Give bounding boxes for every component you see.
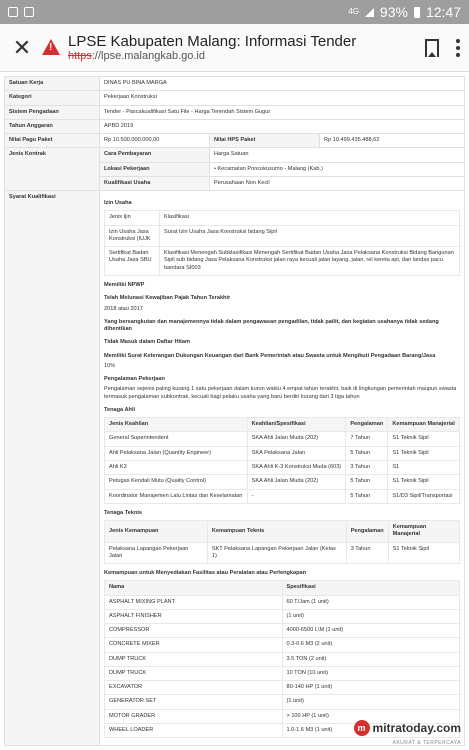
table-cell: Koordinator Manajemen Lalu Lintas dan Keselamatan xyxy=(105,489,248,503)
tender-info xyxy=(0,72,469,746)
izin-value: Surat Izin Usaha Jasa Konstruksi bidang Sipil xyxy=(160,225,460,247)
watermark-mark: m xyxy=(354,720,370,736)
ahli-title: Tenaga Ahli xyxy=(104,406,136,413)
url-host: ://lpse.malangkab.go.id xyxy=(91,50,205,62)
bank-value: 10% xyxy=(104,362,116,369)
table-cell: COMPRESSOR xyxy=(105,624,283,638)
teknis-table xyxy=(104,520,460,564)
table-cell: - xyxy=(247,489,346,503)
table-row xyxy=(5,134,465,148)
table-cell: 3 Tahun xyxy=(346,460,388,474)
izin-title: Izin Usaha xyxy=(104,200,132,207)
table-row xyxy=(105,446,460,460)
izin-value: Klasifikasi Menengah Subklasifikasi Menengah Sertifikat Badan Usaha Jasa Pelaksana Konstruksi Bidang Bangunan Sipil sub bidang Jasa Pelaksana Konstruksi jalan raya kecuali jalan layang, jalan, rel kereta api, dan landas pacu bandara SI003 xyxy=(160,247,460,276)
table-cell: 10 TON (10 unit) xyxy=(282,666,460,680)
table-cell: (1 unit) xyxy=(282,609,460,623)
pagu-label: Nilai Pagu Paket xyxy=(5,134,100,148)
table-row xyxy=(5,105,465,119)
column-header: Kemampuan Teknis xyxy=(207,521,346,543)
column-header: Pengalaman xyxy=(346,521,388,543)
table-header xyxy=(105,521,460,543)
table-cell: S1 Teknik Sipil xyxy=(388,542,459,564)
hps-value: Rp 10.499.435.488,62 xyxy=(320,134,465,148)
table-row xyxy=(105,225,460,247)
bookmark-icon[interactable] xyxy=(425,39,439,57)
table-cell: ASPHALT MIXING PLANT xyxy=(105,595,283,609)
cara-value: Harga Satuan xyxy=(210,148,465,162)
row-value: Pekerjaan Konstruksi xyxy=(100,91,465,105)
izin-key: Izin Usaha Jasa Konstruksi (IUJK xyxy=(105,225,160,247)
table-cell: S1 Teknik Sipil xyxy=(388,432,460,446)
kontrak-label: Jenis Kontrak xyxy=(5,148,100,191)
notification-icon xyxy=(8,7,18,17)
pengalaman-value: Pengalaman sejenis paling kurang 1 satu pekerjaan dalam kurun waktu 4 empat tahun terakhir, baik di lingkungan pemerintah maupun swasta termasuk pengalaman subkontrak, kecuali bagi pelaku usaha yang baru berdiri kurang dari 3 tiga tahun xyxy=(104,386,457,400)
row-label: Kategori xyxy=(5,91,100,105)
table-cell: SKA Ahli Jalan Muda (202) xyxy=(247,475,346,489)
table-cell: Ahli Pelaksana Jalan (Quantity Engineer) xyxy=(105,446,248,460)
table-row xyxy=(105,652,460,666)
watermark-text: mitratoday.com xyxy=(372,721,461,735)
table-cell: 3.5 TON (2 unit) xyxy=(282,652,460,666)
row-label: Satuan Kerja xyxy=(5,77,100,91)
table-row xyxy=(5,191,465,746)
izin-key: Jenis Ijin xyxy=(105,211,160,225)
alat-title: Kemampuan untuk Menyediakan Fasilitas atau Peralatan atau Perlengkapan xyxy=(104,570,307,577)
lokasi-value: • Kecamatan Poncokusumo - Malang (Kab.) xyxy=(214,166,323,172)
syarat-label: Syarat Kualifikasi xyxy=(5,191,100,746)
table-cell: Ahli K3 xyxy=(105,460,248,474)
table-cell: 5 Tahun xyxy=(346,475,388,489)
table-cell: SKA Ahli Jalan Muda (202) xyxy=(247,432,346,446)
table-cell: > 100 HP (1 unit) xyxy=(282,709,460,723)
izin-table xyxy=(104,210,460,276)
table-cell: S1 xyxy=(388,460,460,474)
table-cell: DUMP TRUCK xyxy=(105,652,283,666)
table-cell: MOTOR GRADER xyxy=(105,709,283,723)
table-cell: GENERATOR SET xyxy=(105,695,283,709)
browser-toolbar xyxy=(0,24,469,72)
table-cell: EXCAVATOR xyxy=(105,681,283,695)
table-row xyxy=(5,91,465,105)
table-cell: SKA Ahli K-3 Konstruksi Muda (603) xyxy=(247,460,346,474)
watermark-tagline: AKURAT & TERPERCAYA xyxy=(392,740,461,746)
cara-label: Cara Pembayaran xyxy=(100,148,210,162)
bank-title: Memiliki Surat Keterangan Dukungan Keuangan dari Bank Pemerintah atau Swasta untuk Mengikuti Pengadaan Barang/Jasa xyxy=(104,352,436,359)
battery-icon xyxy=(414,7,420,18)
tender-table xyxy=(4,76,465,746)
column-header: Kemampuan Manajerial xyxy=(388,418,460,432)
syarat-body xyxy=(100,191,465,746)
url xyxy=(68,50,409,62)
table-cell: 60 T/Jam (1 unit) xyxy=(282,595,460,609)
gallery-icon xyxy=(24,7,34,17)
table-cell: General Superintendent xyxy=(105,432,248,446)
izin-value: Klasifikasi xyxy=(160,211,460,225)
table-header xyxy=(105,581,460,595)
table-row xyxy=(5,148,465,162)
row-value: APBD 2019 xyxy=(100,119,465,133)
row-value: Tender - Pascakualifikasi Satu File - Harga Terendah Sistem Gugur xyxy=(100,105,465,119)
hps-label: Nilai HPS Paket xyxy=(210,134,320,148)
table-cell: Pelaksana Lapangan Pekerjaan Jalan xyxy=(105,542,208,564)
izin-key: Sertifikat Badan Usaha Jasa SBU xyxy=(105,247,160,276)
table-cell: 0.3-0.6 M3 (2 unit) xyxy=(282,638,460,652)
table-cell: SKA Pelaksana Jalan xyxy=(247,446,346,460)
battery-percent: 93% xyxy=(379,4,408,20)
watermark-logo xyxy=(354,720,461,736)
table-cell: 3 Tahun xyxy=(346,542,388,564)
more-menu-icon[interactable] xyxy=(455,39,461,57)
url-scheme: https xyxy=(68,50,92,62)
clock: 12:47 xyxy=(425,4,461,20)
table-row xyxy=(105,489,460,503)
table-row xyxy=(105,460,460,474)
pagu-value: Rp 10.500.000.000,00 xyxy=(100,134,210,148)
kual-value: Perusahaan Non Kecil xyxy=(210,176,465,190)
column-header: Keahlian/Spesifikasi xyxy=(247,418,346,432)
table-cell: DUMP TRUCK xyxy=(105,666,283,680)
daftar-hitam: Tidak Masuk dalam Daftar Hitam xyxy=(104,339,191,346)
table-row xyxy=(105,542,460,564)
column-header: Jenis Kemampuan xyxy=(105,521,208,543)
row-label: Sistem Pengadaan xyxy=(5,105,100,119)
table-cell: WHEEL LOADER xyxy=(105,724,283,738)
page-title: LPSE Kabupaten Malang: Informasi Tender xyxy=(68,33,357,50)
lokasi-label: Lokasi Pekerjaan xyxy=(100,162,210,176)
table-header xyxy=(105,418,460,432)
kual-label: Kualifikasi Usaha xyxy=(100,176,210,190)
table-row xyxy=(105,638,460,652)
status-bar xyxy=(0,0,469,24)
network-type: 4G xyxy=(348,7,359,16)
table-row xyxy=(105,681,460,695)
ahli-table xyxy=(104,417,460,504)
not-secure-warning-icon[interactable] xyxy=(42,39,60,57)
alat-table xyxy=(104,580,460,738)
column-header: Spesifikasi xyxy=(282,581,460,595)
column-header: Pengalaman xyxy=(346,418,388,432)
table-cell: 4000-6500 L\M (1 unit) xyxy=(282,624,460,638)
table-cell: CONCRETE MIXER xyxy=(105,638,283,652)
row-label: Tahun Anggaran xyxy=(5,119,100,133)
table-cell: ASPHALT FINISHER xyxy=(105,609,283,623)
table-cell: S1/D3 Sipil/Transportasi xyxy=(388,489,460,503)
table-row xyxy=(105,666,460,680)
column-header: Jenis Keahlian xyxy=(105,418,248,432)
table-cell: 5 Tahun xyxy=(346,489,388,503)
table-cell: S1 Teknik Sipil xyxy=(388,446,460,460)
table-cell: 5 Tahun xyxy=(346,446,388,460)
table-row xyxy=(105,432,460,446)
table-row xyxy=(105,475,460,489)
table-cell: 1.0-1.6 M3 (1 unit) xyxy=(282,724,460,738)
column-header: Nama xyxy=(105,581,283,595)
address-bar[interactable] xyxy=(68,33,409,62)
tidak-pailit: Yang bersangkutan dan manajemennya tidak dalam pengawasan pengadilan, tidak pailit, dan kegiatan usahanya tidak sedang dihentikan xyxy=(104,318,439,333)
npwp: Memiliki NPWP xyxy=(104,281,145,288)
teknis-title: Tenaga Teknis xyxy=(104,509,143,516)
close-icon[interactable]: ✕ xyxy=(12,34,32,60)
table-cell: SKT Pelaksana Lapangan Pekerjaan Jalan (Kelas 1) xyxy=(207,542,346,564)
table-cell: Petugas Kendali Mutu (Quality Control) xyxy=(105,475,248,489)
table-cell: S1 Teknik Sipil xyxy=(388,475,460,489)
table-row xyxy=(105,211,460,225)
pajak-value: 2018 atau 2017 xyxy=(104,305,143,312)
column-header: Kemampuan Manajerial xyxy=(388,521,459,543)
row-value: DINAS PU BINA MARGA xyxy=(100,77,465,91)
table-row xyxy=(105,595,460,609)
table-row xyxy=(5,119,465,133)
table-cell: 80-140 HP (1 unit) xyxy=(282,681,460,695)
table-cell: (1 unit) xyxy=(282,695,460,709)
table-row xyxy=(105,624,460,638)
signal-icon xyxy=(365,8,374,17)
table-cell: 7 Tahun xyxy=(346,432,388,446)
table-row xyxy=(105,695,460,709)
table-row xyxy=(105,609,460,623)
table-row xyxy=(105,247,460,276)
pajak-title: Telah Melunasi Kewajiban Pajak Tahun Terakhir xyxy=(104,295,231,302)
pengalaman-title: Pengalaman Pekerjaan xyxy=(104,376,165,383)
table-row xyxy=(5,77,465,91)
